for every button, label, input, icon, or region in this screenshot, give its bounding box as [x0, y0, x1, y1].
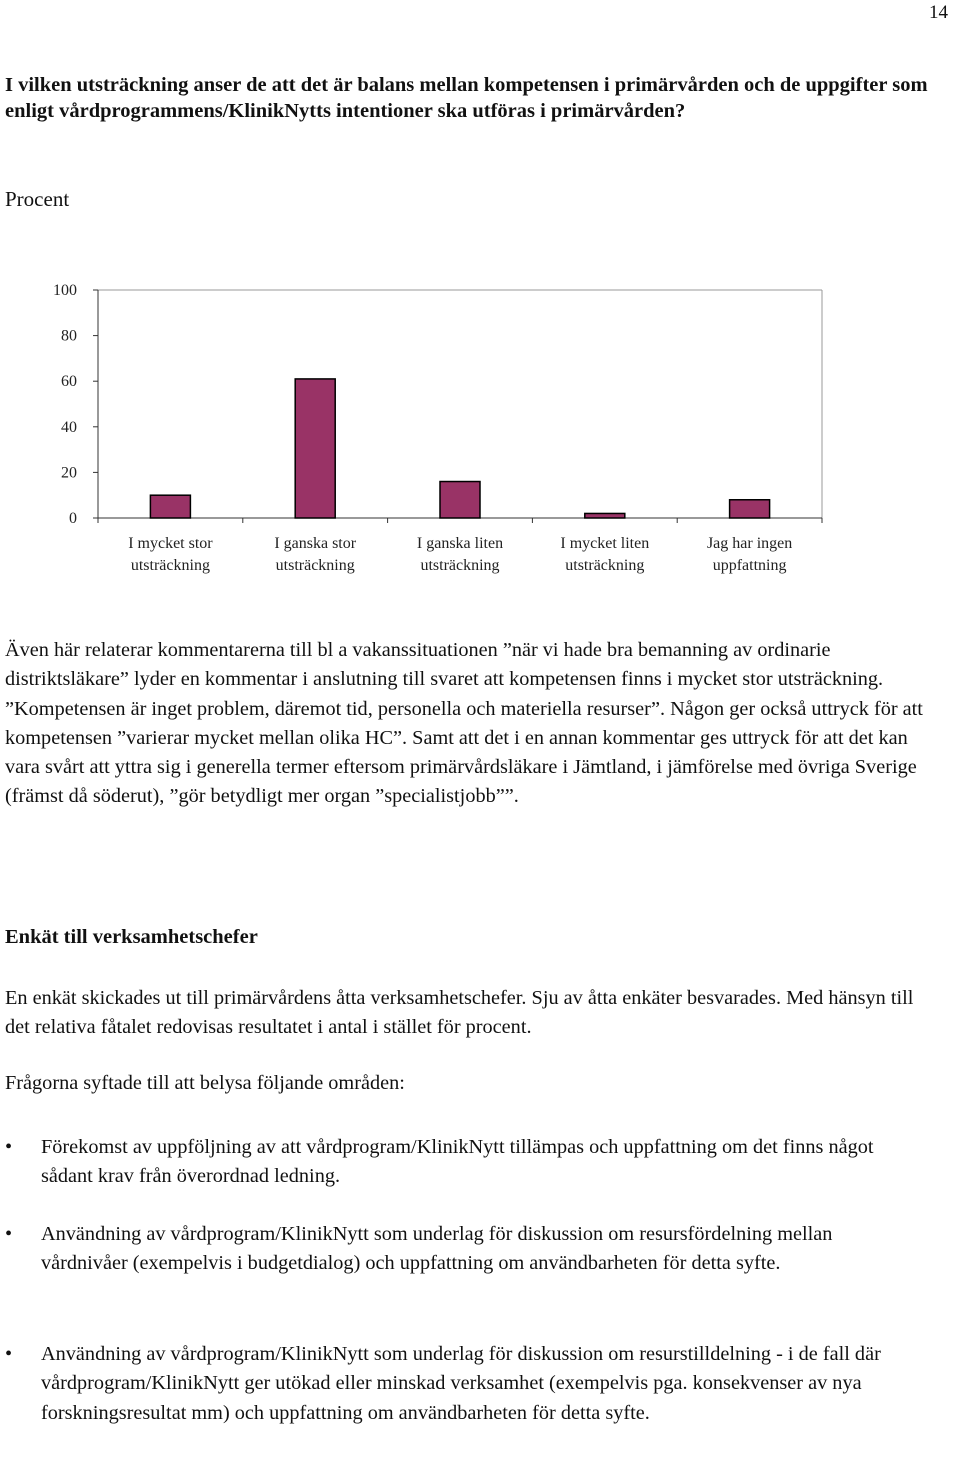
x-tick-label: uppfattning [712, 557, 787, 574]
list-item-text: Användning av vårdprogram/KlinikNytt som underlag för diskussion om resursfördelning mellan vårdnivåer (exempelvis i budgetdialog) och uppfattning om användbarheten för detta syfte. [41, 1223, 833, 1275]
x-tick-label: utsträckning [275, 557, 355, 574]
bullet-icon: • [5, 1136, 13, 1158]
y-tick-label: 40 [61, 418, 77, 436]
y-tick-label: 100 [53, 282, 77, 299]
x-tick-label: I mycket liten [560, 535, 650, 552]
chart-unit-label: Procent [5, 187, 70, 211]
bar [150, 495, 190, 518]
lead-sentence: Frågorna syftade till att belysa följande områden: [5, 1072, 405, 1094]
y-tick-label: 20 [61, 464, 77, 482]
chart-labels [53, 282, 792, 574]
intro-paragraph: En enkät skickades ut till primärvårdens åtta verksamhetschefer. Sju av åtta enkäter besvarades. Med hänsyn till det relativa fåtalet redovisas resultatet i antal i stället för procent. [5, 987, 914, 1038]
list-item-text: Förekomst av uppföljning av att vårdprogram/KlinikNytt tillämpas och uppfattning om det finns något sådant krav från överordnad ledning. [41, 1136, 874, 1188]
x-tick-label: Jag har ingen [706, 535, 793, 552]
bar [730, 500, 770, 518]
bar [295, 379, 335, 518]
list-item-text: Användning av vårdprogram/KlinikNytt som underlag för diskussion om resurstilldelning - i de fall där vårdprogram/KlinikNytt ger utökad eller minskad verksamhet (exempelvis pga. konsekvenser av nya forskningsresultat mm) och uppfattning om användbarheten för detta syfte. [41, 1343, 881, 1424]
bullet-icon: • [5, 1223, 13, 1245]
bar [440, 482, 480, 518]
y-tick-label: 80 [61, 327, 77, 345]
bar [585, 513, 625, 518]
x-tick-label: utsträckning [420, 557, 500, 574]
chart-bars [150, 379, 769, 518]
x-tick-label: utsträckning [565, 557, 645, 574]
x-tick-label: utsträckning [130, 557, 210, 574]
x-tick-label: I ganska stor [274, 535, 357, 552]
bar-chart [0, 270, 960, 590]
question-heading: I vilken utsträckning anser de att det är balans mellan kompetensen i primärvården och de uppgifter som enligt vårdprogrammens/KlinikNytts intentioner ska utföras i primärvården? [5, 74, 928, 122]
bullet-icon: • [5, 1343, 13, 1365]
page-number: 14 [929, 2, 948, 23]
x-tick-label: I mycket stor [128, 535, 213, 552]
x-tick-label: I ganska liten [416, 535, 504, 552]
comment-paragraph: Även här relaterar kommentarerna till bl a vakanssituationen ”när vi hade bra bemanning av ordinarie distriktsläkare” lyder en kommentar i anslutning till svaret att kompetensen finns i mycket stor utsträckning. ”Kompetensen är inget problem, däremot tid, personella och materiella resurser”. Någon ger också uttryck för att kompetensen ”varierar mycket mellan olika HC”. Samt att det i en annan kommentar ges uttryck för att det kan vara svårt att yttra sig i generella termer eftersom primärvårdsläkare i Jämtland, i jämförelse med övriga Sverige (främst då söderut), ”gör betydligt mer organ ”specialistjobb””. [5, 639, 923, 808]
section-heading: Enkät till verksamhetschefer [5, 926, 258, 948]
y-tick-label: 60 [61, 373, 77, 391]
y-tick-label: 0 [69, 510, 77, 527]
